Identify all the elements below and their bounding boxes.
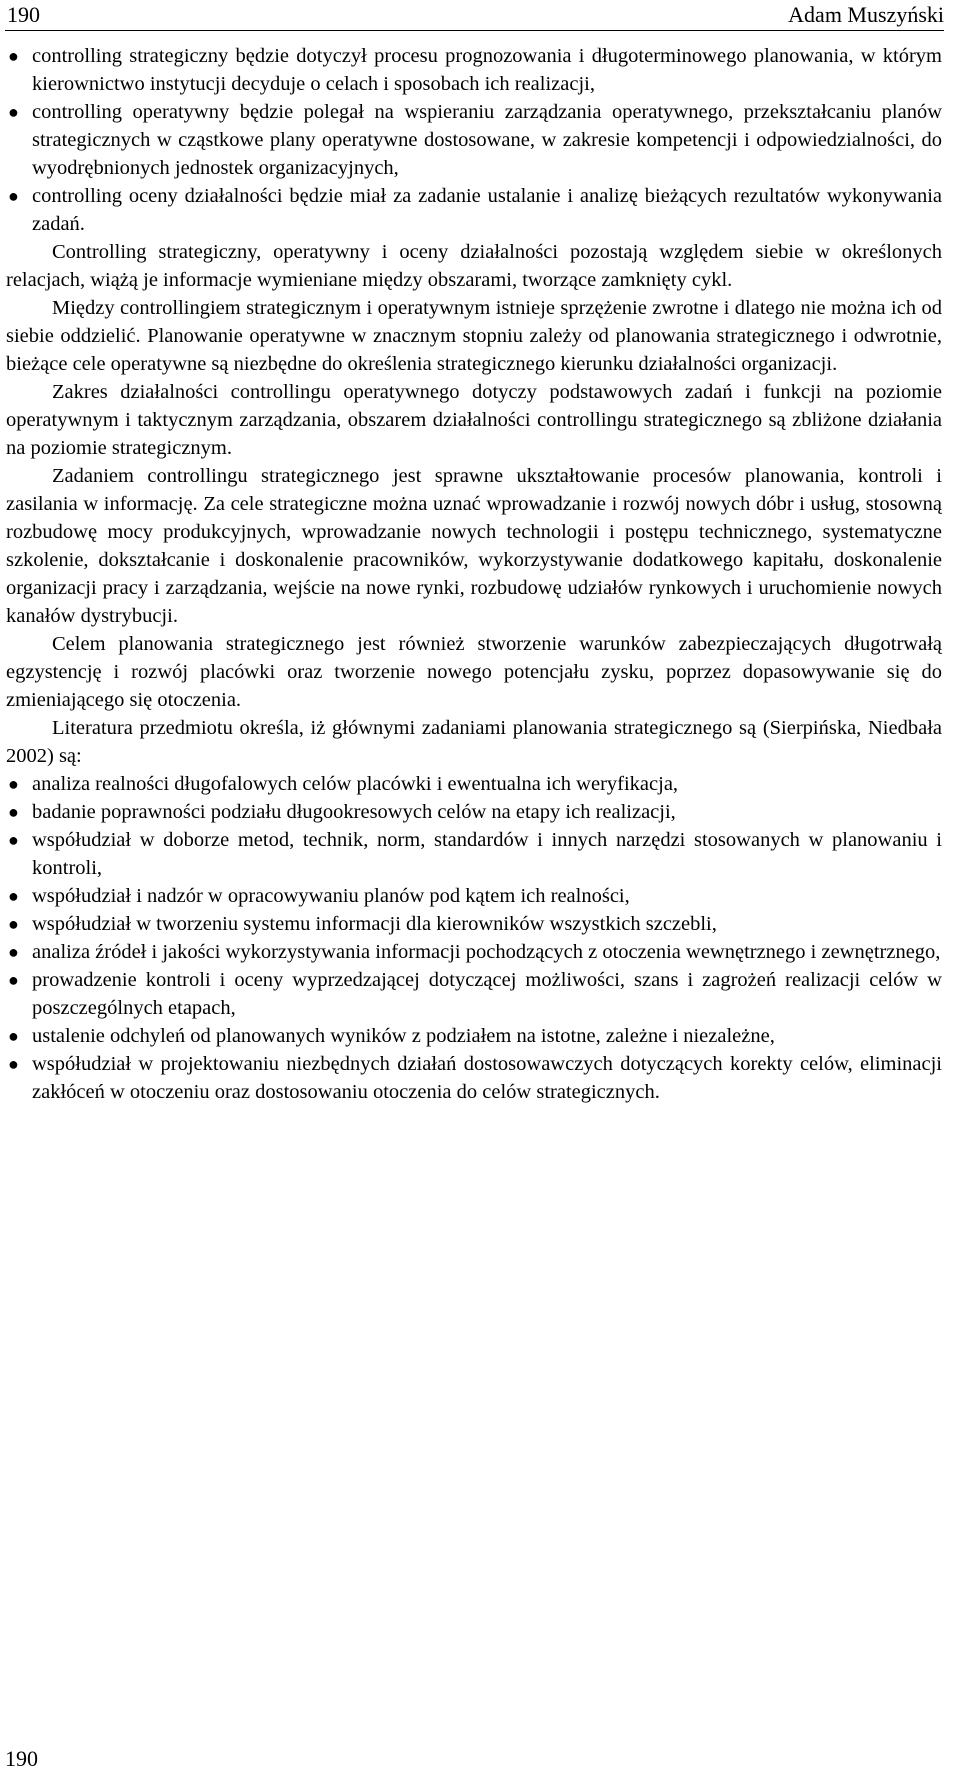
header-page-number: 190 (7, 2, 40, 27)
list-item: ● prowadzenie kontroli i oceny wyprzedzającej dotyczącej możliwości, szans i zagrożeń realizacji celów w poszczególnych etapach, (6, 966, 942, 1022)
bullet-icon: ● (8, 830, 19, 850)
bullet-icon: ● (8, 914, 19, 934)
list-item: ● badanie poprawności podziału długookresowych celów na etapy ich realizacji, (6, 798, 942, 826)
page-footer-number: 190 (5, 1746, 38, 1771)
paragraph: Literatura przedmiotu określa, iż głównymi zadaniami planowania strategicznego są (Sierpińska, Niedbała 2002) są: (6, 717, 942, 767)
bullet-icon: ● (8, 46, 19, 66)
list-item: ● analiza realności długofalowych celów placówki i ewentualna ich weryfikacja, (6, 770, 942, 798)
header-author: Adam Muszyński (788, 2, 944, 27)
paragraph: Między controllingiem strategicznym i operatywnym istnieje sprzężenie zwrotne i dlatego nie można ich od siebie oddzielić. Planowanie operatywne w znacznym stopniu zależy od planowania strategicznego i odwrotnie, bieżące cele operatywne są niezbędne do określenia strategicznego kierunku działalności organizacji. (6, 297, 942, 375)
paragraph: Controlling strategiczny, operatywny i oceny działalności pozostają względem siebie w określonych relacjach, wiążą je informacje wymieniane między obszarami, tworzące zamknięty cykl. (6, 241, 942, 291)
bullet-icon: ● (8, 1026, 19, 1046)
page-header (5, 2, 944, 31)
bullet-icon: ● (8, 970, 19, 990)
list-item: ● współudział w projektowaniu niezbędnych działań dostosowawczych dotyczących korekty celów, eliminacji zakłóceń w otoczeniu oraz dostosowaniu otoczenia do celów strategicznych. (6, 1050, 942, 1106)
paragraph: Zakres działalności controllingu operatywnego dotyczy podstawowych zadań i funkcji na poziomie operatywnym i taktycznym zarządzania, obszarem działalności controllingu strategicznego są zbliżone działania na poziomie strategicznym. (6, 381, 942, 459)
bullet-icon: ● (8, 942, 19, 962)
bullet-icon: ● (8, 886, 19, 906)
planning-tasks-list (6, 770, 942, 1106)
list-item: ● współudział w doborze metod, technik, norm, standardów i innych narzędzi stosowanych w planowaniu i kontroli, (6, 826, 942, 882)
page-body (6, 42, 942, 1106)
list-item: ● controlling oceny działalności będzie miał za zadanie ustalanie i analizę bieżących rezultatów wykonywania zadań. (6, 182, 942, 238)
list-item: ● controlling strategiczny będzie dotyczył procesu prognozowania i długoterminowego planowania, w którym kierownictwo instytucji decyduje o celach i sposobach ich realizacji, (6, 42, 942, 98)
list-item: ● analiza źródeł i jakości wykorzystywania informacji pochodzących z otoczenia wewnętrznego i zewnętrznego, (6, 938, 942, 966)
paragraph: Celem planowania strategicznego jest również stworzenie warunków zabezpieczających długotrwałą egzystencję i rozwój placówki oraz tworzenie nowego potencjału zysku, poprzez dopasowywanie się do zmieniającego się otoczenia. (6, 633, 942, 711)
paragraph: Zadaniem controllingu strategicznego jest sprawne ukształtowanie procesów planowania, kontroli i zasilania w informację. Za cele strategiczne można uznać wprowadzanie i rozwój nowych dóbr i usług, stosowną rozbudowę mocy produkcyjnych, wprowadzanie nowych technologii i postępu technicznego, systematyczne szkolenie, dokształcanie i doskonalenie pracowników, wykorzystywanie dodatkowego kapitału, doskonalenie organizacji pracy i zarządzania, wejście na nowe rynki, rozbudowę udziałów rynkowych i uruchomienie nowych kanałów dystrybucji. (6, 465, 942, 627)
list-item: ● współudział w tworzeniu systemu informacji dla kierowników wszystkich szczebli, (6, 910, 942, 938)
list-item: ● controlling operatywny będzie polegał na wspieraniu zarządzania operatywnego, przekształcaniu planów strategicznych w cząstkowe plany operatywne dostosowane, w zakresie kompetencji i odpowiedzialności, do wyodrębnionych jednostek organizacyjnych, (6, 98, 942, 182)
list-item: ● ustalenie odchyleń od planowanych wyników z podziałem na istotne, zależne i niezależne, (6, 1022, 942, 1050)
controlling-types-list (6, 42, 942, 238)
bullet-icon: ● (8, 102, 19, 122)
bullet-icon: ● (8, 1054, 19, 1074)
bullet-icon: ● (8, 774, 19, 794)
list-item: ● współudział i nadzór w opracowywaniu planów pod kątem ich realności, (6, 882, 942, 910)
bullet-icon: ● (8, 186, 19, 206)
bullet-icon: ● (8, 802, 19, 822)
